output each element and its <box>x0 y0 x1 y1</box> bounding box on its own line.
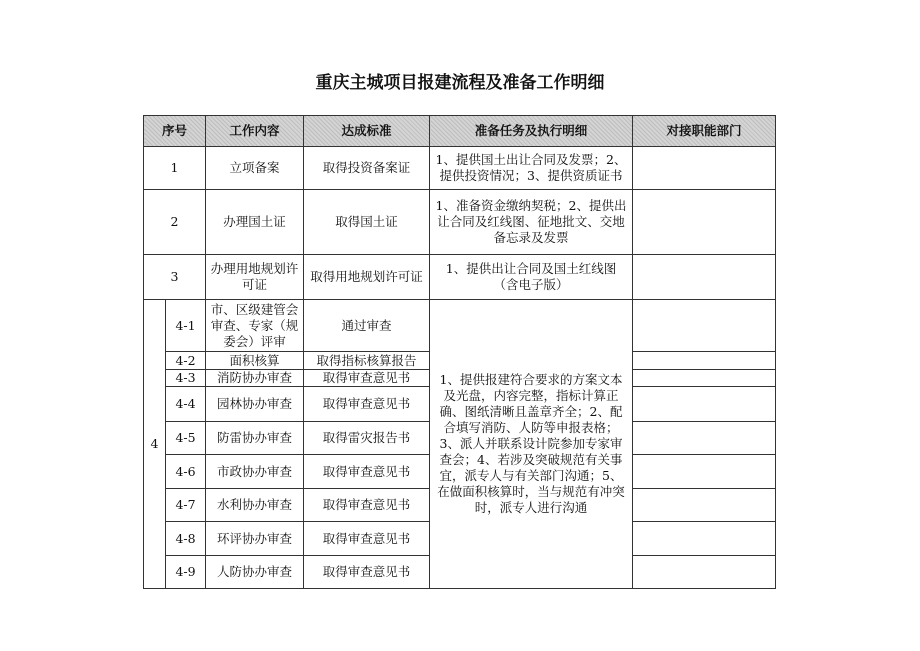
sub-no: 4-1 <box>166 300 206 352</box>
row-standard: 取得用地规划许可证 <box>304 255 430 300</box>
header-detail: 准备任务及执行明细 <box>430 116 633 147</box>
table-row <box>144 147 776 190</box>
sub-no: 4-2 <box>166 352 206 370</box>
sub-standard: 取得审查意见书 <box>304 489 430 522</box>
sub-no: 4-9 <box>166 556 206 589</box>
sub-dept <box>633 455 776 489</box>
group-no: 4 <box>144 300 166 589</box>
sub-work: 水利协办审查 <box>206 489 304 522</box>
row-no: 3 <box>144 255 206 300</box>
sub-dept <box>633 522 776 556</box>
sub-work: 面积核算 <box>206 352 304 370</box>
row-standard: 取得国土证 <box>304 190 430 255</box>
row-work: 办理用地规划许可证 <box>206 255 304 300</box>
sub-no: 4-4 <box>166 387 206 422</box>
sub-dept <box>633 489 776 522</box>
sub-work: 园林协办审查 <box>206 387 304 422</box>
sub-standard: 取得审查意见书 <box>304 455 430 489</box>
row-dept <box>633 147 776 190</box>
sub-dept <box>633 387 776 422</box>
sub-standard: 取得雷灾报告书 <box>304 422 430 455</box>
sub-no: 4-8 <box>166 522 206 556</box>
sub-dept <box>633 300 776 352</box>
sub-standard: 取得审查意见书 <box>304 387 430 422</box>
row-no: 2 <box>144 190 206 255</box>
sub-dept <box>633 422 776 455</box>
sub-dept <box>633 556 776 589</box>
row-dept <box>633 190 776 255</box>
row-dept <box>633 255 776 300</box>
header-no: 序号 <box>144 116 206 147</box>
header-standard: 达成标准 <box>304 116 430 147</box>
sub-work: 人防协办审查 <box>206 556 304 589</box>
document-title: 重庆主城项目报建流程及准备工作明细 <box>315 73 605 93</box>
table-header-row <box>144 116 776 147</box>
row-detail: 1、准备资金缴纳契税；2、提供出让合同及红线图、征地批文、交地备忘录及发票 <box>430 190 633 255</box>
sub-dept <box>633 352 776 370</box>
table-row <box>144 255 776 300</box>
sub-dept <box>633 370 776 387</box>
header-dept: 对接职能部门 <box>633 116 776 147</box>
row-work: 立项备案 <box>206 147 304 190</box>
row-no: 1 <box>144 147 206 190</box>
sub-work: 防雷协办审查 <box>206 422 304 455</box>
sub-standard: 取得审查意见书 <box>304 522 430 556</box>
sub-work: 市政协办审查 <box>206 455 304 489</box>
row-detail: 1、提供出让合同及国土红线图（含电子版） <box>430 255 633 300</box>
sub-no: 4-7 <box>166 489 206 522</box>
sub-work: 环评协办审查 <box>206 522 304 556</box>
row-standard: 取得投资备案证 <box>304 147 430 190</box>
sub-no: 4-6 <box>166 455 206 489</box>
sub-standard: 取得审查意见书 <box>304 556 430 589</box>
sub-standard: 取得审查意见书 <box>304 370 430 387</box>
sub-no: 4-3 <box>166 370 206 387</box>
sub-standard: 通过审查 <box>304 300 430 352</box>
sub-work: 市、区级建管会审查、专家（规委会）评审 <box>206 300 304 352</box>
row-work: 办理国土证 <box>206 190 304 255</box>
workflow-table <box>143 115 776 589</box>
row-detail: 1、提供国土出让合同及发票；2、提供投资情况；3、提供资质证书 <box>430 147 633 190</box>
table-row <box>144 300 776 352</box>
sub-standard: 取得指标核算报告 <box>304 352 430 370</box>
header-work: 工作内容 <box>206 116 304 147</box>
group-detail: 1、提供报建符合要求的方案文本及光盘，内容完整，指标计算正确、图纸清晰且盖章齐全；2、配合填写消防、人防等申报表格；3、派人并联系设计院参加专家审查会；4、若涉及突破规范有关事宜，派专人与有关部门沟通；5、在做面积核算时，当与规范有冲突时，派专人进行沟通 <box>430 300 633 589</box>
sub-work: 消防协办审查 <box>206 370 304 387</box>
sub-no: 4-5 <box>166 422 206 455</box>
table-row <box>144 190 776 255</box>
